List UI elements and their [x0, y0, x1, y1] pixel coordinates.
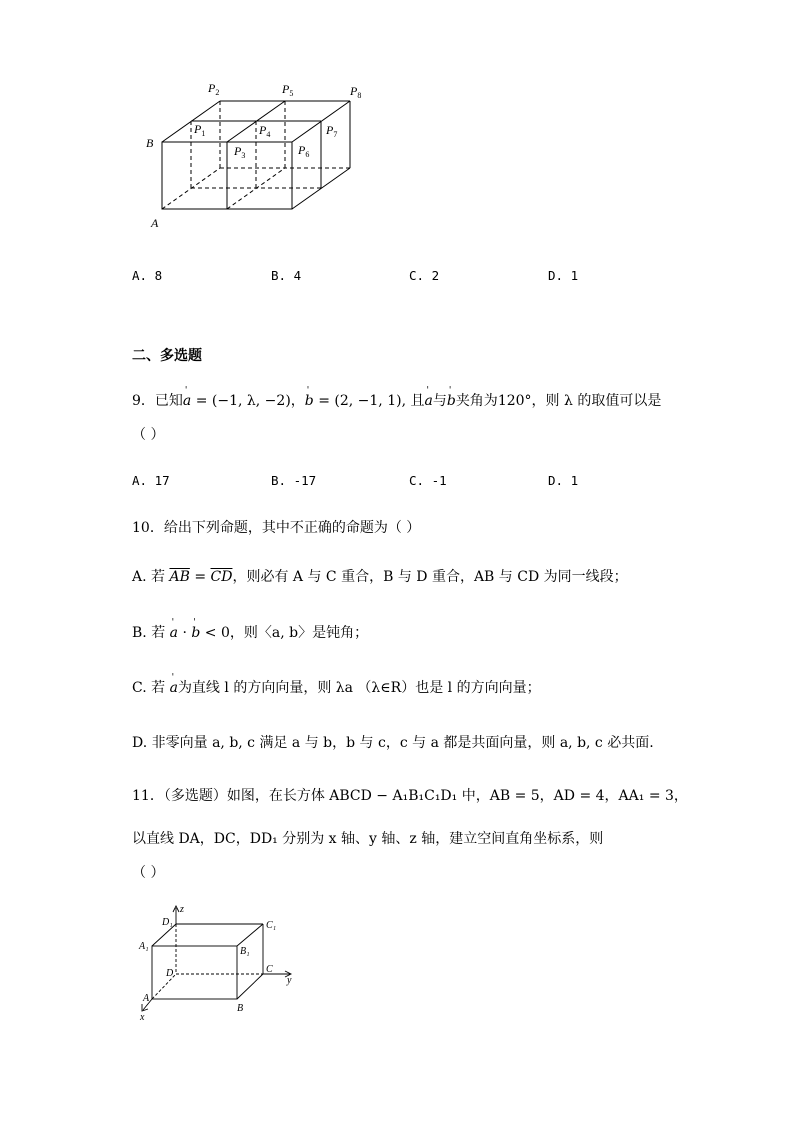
label-P2: $P_2$ [208, 81, 220, 97]
figure-cuboid-axes [130, 900, 310, 1025]
axis-label-z: z [180, 904, 184, 915]
q8-option-c: C. 2 [409, 268, 440, 283]
axis-label-x: x [140, 1012, 145, 1023]
label-P6: $P_6$ [298, 143, 310, 159]
label-P8: $P_8$ [350, 84, 362, 100]
vector-b: ' b [305, 391, 314, 411]
q10-option-b: B. 若 ' a · ' b < 0，则〈a, b〉是钝角； [132, 623, 368, 643]
q9-option-b: B. -17 [271, 473, 317, 488]
q8-option-a: A. 8 [132, 268, 163, 283]
q8-option-b: B. 4 [271, 268, 302, 283]
label-D1: D₁ [162, 917, 173, 928]
label-P5: $P_5$ [282, 82, 294, 98]
label-B: B [146, 136, 154, 150]
label-A: A [151, 216, 159, 230]
q9-paren: （ ） [132, 427, 165, 443]
label-B1: B₁ [240, 946, 250, 957]
q9-stem: 9．已知' a = (−1, λ, −2)，' b = (2, −1, 1), 且' a与' b夹角为120°，则 λ 的取值可以是 [132, 391, 661, 411]
q11-paren: （ ） [132, 865, 165, 881]
q9-option-d: D. 1 [548, 473, 579, 488]
q10-stem: 10．给出下列命题，其中不正确的命题为（ ） [132, 520, 421, 536]
axis-label-y: y [287, 975, 292, 986]
label-P7: $P_7$ [326, 123, 338, 139]
label-B: B [237, 1003, 244, 1014]
q10-option-c: C. 若 ' a为直线 l 的方向向量，则 λa （λ∈R）也是 l 的方向向量； [132, 678, 541, 698]
section-title: 二、多选题 [132, 348, 202, 364]
label-A1: A₁ [139, 941, 149, 952]
q11-line1: 11．（多选题）如图，在长方体 ABCD − A₁B₁C₁D₁ 中，AB = 5，AD = 4，AA₁ = 3， [132, 788, 688, 804]
vector-a: ' a [183, 391, 191, 411]
q11-line2: 以直线 DA，DC，DD₁ 分别为 x 轴、y 轴、z 轴，建立空间直角坐标系，则 [132, 831, 604, 847]
q8-option-d: D. 1 [548, 268, 579, 283]
q9-option-c: C. -1 [409, 473, 447, 488]
q10-option-d: D. 非零向量 a, b, c 满足 a 与 b，b 与 c，c 与 a 都是共面向量，则 a, b, c 必共面. [132, 735, 654, 751]
q10-option-a: A. 若 $\overline{AB} = \overline{CD}$，则必有 A 与 C 重合，B 与 D 重合，AB 与 CD 为同一线段； [132, 569, 628, 585]
label-C: C [266, 964, 273, 975]
label-P3: $P_3$ [234, 144, 246, 160]
label-P4: $P_4$ [259, 123, 271, 139]
label-C1: C₁ [266, 920, 277, 931]
label-D: D [166, 968, 174, 979]
q9-option-a: A. 17 [132, 473, 170, 488]
label-A: A [143, 993, 150, 1004]
label-P1: $P_1$ [194, 122, 206, 138]
figure-prism-points [140, 75, 380, 235]
